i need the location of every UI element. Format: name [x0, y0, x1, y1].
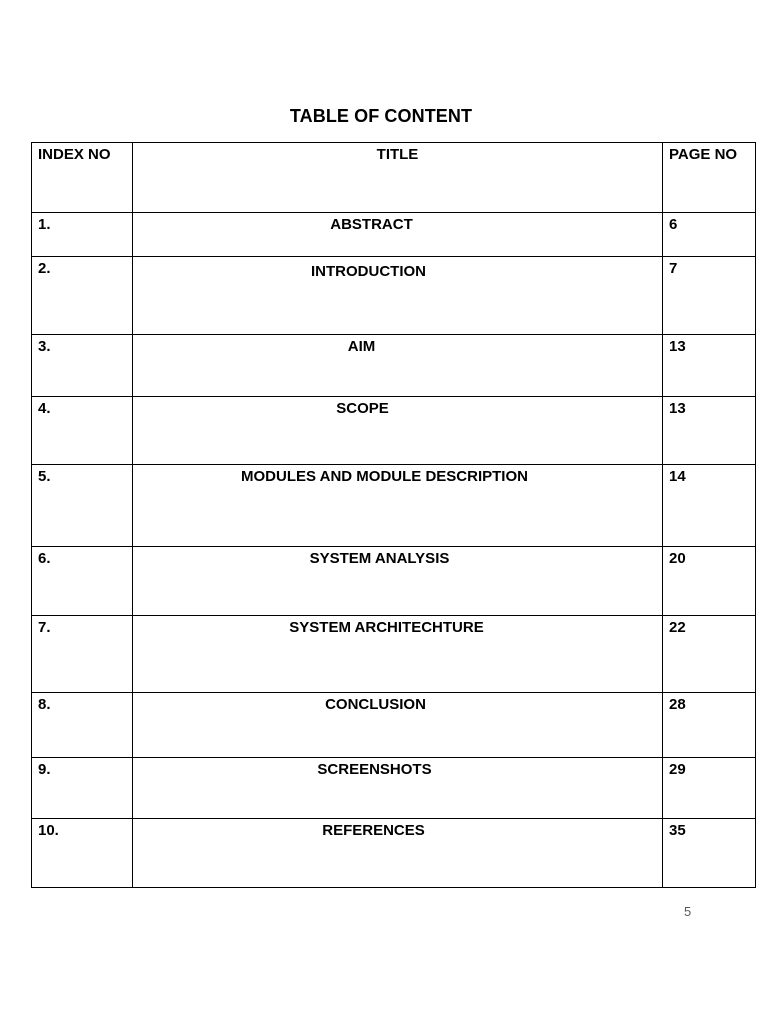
row-title-text: MODULES AND MODULE DESCRIPTION: [241, 468, 528, 485]
table-row: [32, 465, 756, 547]
table-row: [32, 397, 756, 465]
row-title-text: INTRODUCTION: [311, 263, 426, 280]
row-title: [133, 397, 663, 465]
row-title-text: REFERENCES: [322, 822, 425, 839]
row-index: 4.: [32, 397, 133, 465]
table-row: [32, 547, 756, 616]
row-title: [133, 693, 663, 758]
row-title-text: AIM: [347, 338, 376, 355]
row-page: 28: [663, 693, 756, 758]
row-index: 5.: [32, 465, 133, 547]
row-page: 29: [663, 758, 756, 819]
row-title: [133, 819, 663, 888]
row-page: 14: [663, 465, 756, 547]
table-row: [32, 213, 756, 257]
row-title: [133, 335, 663, 397]
row-index: 3.: [32, 335, 133, 397]
row-title: [133, 758, 663, 819]
table-row: [32, 335, 756, 397]
row-title: [133, 257, 663, 335]
row-title: [133, 213, 663, 257]
table-row: [32, 819, 756, 888]
row-page: 7: [663, 257, 756, 335]
table-header-row: [32, 143, 756, 213]
row-page: 13: [663, 335, 756, 397]
row-page: 6: [663, 213, 756, 257]
row-title-text: SCREENSHOTS: [317, 761, 432, 778]
row-index: 6.: [32, 547, 133, 616]
row-title: [133, 616, 663, 693]
row-title: [133, 465, 663, 547]
table-of-contents: [31, 142, 756, 888]
page-number: 5: [684, 904, 692, 919]
header-title: TITLE: [133, 143, 663, 213]
table-row: [32, 257, 756, 335]
row-index: 7.: [32, 616, 133, 693]
row-index: 8.: [32, 693, 133, 758]
page-title: TABLE OF CONTENT: [289, 106, 473, 126]
row-title-text: SYSTEM ANALYSIS: [309, 550, 450, 567]
row-title-text: ABSTRACT: [330, 216, 413, 233]
row-index: 9.: [32, 758, 133, 819]
header-index-no: INDEX NO: [32, 143, 133, 213]
row-title: [133, 547, 663, 616]
table-row: [32, 758, 756, 819]
row-index: 2.: [32, 257, 133, 335]
row-page: 35: [663, 819, 756, 888]
table-row: [32, 693, 756, 758]
row-title-text: CONCLUSION: [325, 696, 426, 713]
table-row: [32, 616, 756, 693]
row-index: 1.: [32, 213, 133, 257]
row-page: 20: [663, 547, 756, 616]
row-index: 10.: [32, 819, 133, 888]
header-page-no: PAGE NO: [663, 143, 756, 213]
row-page: 22: [663, 616, 756, 693]
row-page: 13: [663, 397, 756, 465]
row-title-text: SYSTEM ARCHITECHTURE: [289, 619, 484, 636]
row-title-text: SCOPE: [336, 400, 389, 417]
